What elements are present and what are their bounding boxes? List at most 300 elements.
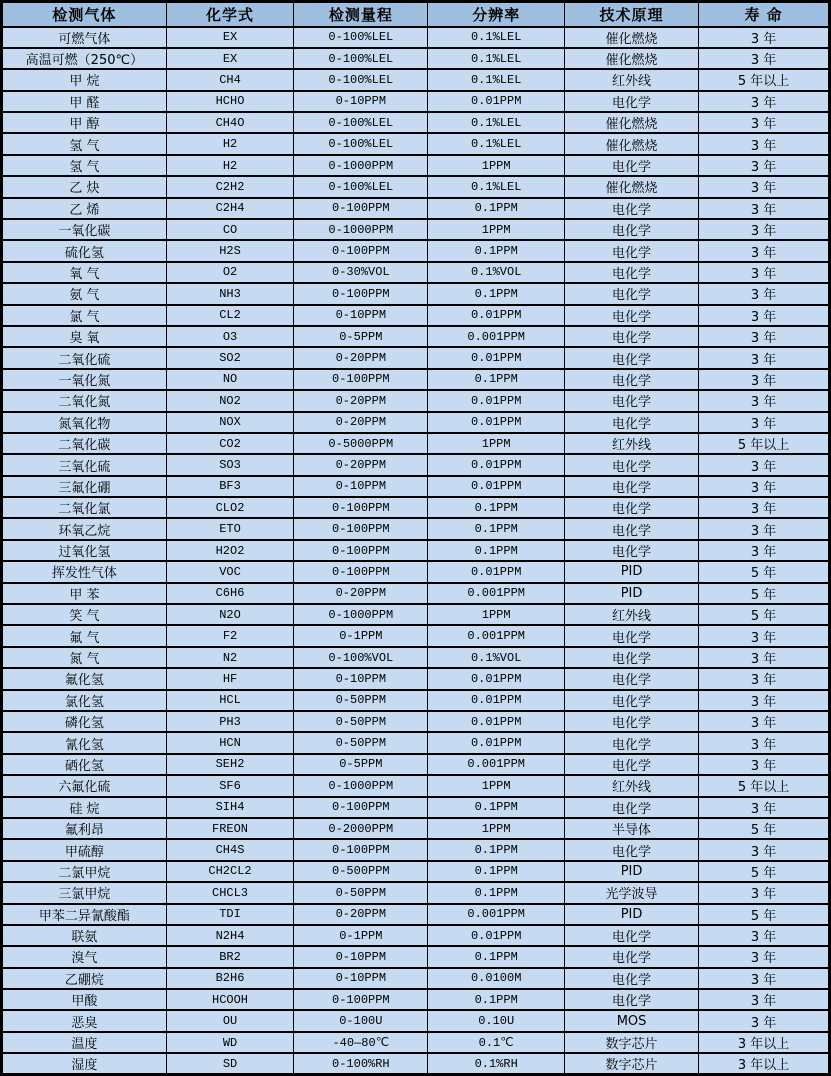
- range-cell: 0-20PPM: [294, 347, 428, 368]
- range-cell: 0-30%VOL: [294, 262, 428, 283]
- principle-cell: 电化学: [565, 91, 699, 112]
- formula-cell: CO: [166, 219, 294, 240]
- table-row: [2, 48, 830, 69]
- gas-cell: 氮氧化物: [2, 412, 167, 433]
- principle-cell: 电化学: [565, 369, 699, 390]
- resolution-cell: 0.1PPM: [428, 861, 565, 882]
- lifespan-cell: 3 年: [699, 925, 830, 946]
- formula-cell: O2: [166, 262, 294, 283]
- range-cell: 0-100%LEL: [294, 176, 428, 197]
- table-row: [2, 925, 830, 946]
- resolution-cell: 0.1%LEL: [428, 69, 565, 90]
- formula-cell: SO3: [166, 454, 294, 475]
- formula-cell: CO2: [166, 433, 294, 454]
- range-cell: 0-100%VOL: [294, 647, 428, 668]
- table-row: [2, 583, 830, 604]
- range-cell: 0-50PPM: [294, 711, 428, 732]
- formula-cell: OU: [166, 1010, 294, 1031]
- lifespan-cell: 5 年以上: [699, 433, 830, 454]
- principle-cell: 催化燃烧: [565, 27, 699, 48]
- gas-cell: 甲 苯: [2, 583, 167, 604]
- formula-cell: NO: [166, 369, 294, 390]
- range-cell: 0-100PPM: [294, 369, 428, 390]
- resolution-cell: 0.001PPM: [428, 625, 565, 646]
- range-cell: 0-1000PPM: [294, 155, 428, 176]
- resolution-cell: 0.01PPM: [428, 668, 565, 689]
- table-row: [2, 283, 830, 304]
- gas-cell: 溴气: [2, 946, 167, 967]
- formula-cell: NO2: [166, 390, 294, 411]
- gas-cell: 可燃气体: [2, 27, 167, 48]
- gas-cell: 环氧乙烷: [2, 518, 167, 539]
- lifespan-cell: 5 年以上: [699, 69, 830, 90]
- resolution-cell: 0.001PPM: [428, 326, 565, 347]
- gas-cell: 硫化氢: [2, 240, 167, 261]
- lifespan-cell: 3 年: [699, 839, 830, 860]
- gas-cell: 笑 气: [2, 604, 167, 625]
- table-row: [2, 497, 830, 518]
- formula-cell: WD: [166, 1032, 294, 1053]
- lifespan-cell: 3 年: [699, 305, 830, 326]
- table-row: [2, 390, 830, 411]
- table-row: [2, 69, 830, 90]
- formula-cell: HCOOH: [166, 989, 294, 1010]
- range-cell: 0-100PPM: [294, 240, 428, 261]
- range-cell: 0-50PPM: [294, 732, 428, 753]
- gas-cell: 六氟化硫: [2, 775, 167, 796]
- resolution-cell: 0.1PPM: [428, 240, 565, 261]
- principle-cell: 电化学: [565, 690, 699, 711]
- table-row: [2, 133, 830, 154]
- principle-cell: 数字芯片: [565, 1053, 699, 1075]
- principle-cell: 红外线: [565, 604, 699, 625]
- lifespan-cell: 3 年: [699, 647, 830, 668]
- principle-cell: 电化学: [565, 390, 699, 411]
- gas-cell: 温度: [2, 1032, 167, 1053]
- resolution-cell: 0.001PPM: [428, 583, 565, 604]
- resolution-cell: 1PPM: [428, 219, 565, 240]
- table-row: [2, 433, 830, 454]
- resolution-cell: 0.01PPM: [428, 347, 565, 368]
- formula-cell: CH4S: [166, 839, 294, 860]
- principle-cell: 电化学: [565, 839, 699, 860]
- lifespan-cell: 3 年: [699, 283, 830, 304]
- range-cell: 0-50PPM: [294, 882, 428, 903]
- lifespan-cell: 3 年: [699, 946, 830, 967]
- formula-cell: B2H6: [166, 968, 294, 989]
- lifespan-cell: 3 年: [699, 155, 830, 176]
- range-cell: 0-100%LEL: [294, 112, 428, 133]
- lifespan-cell: 3 年: [699, 732, 830, 753]
- principle-cell: 电化学: [565, 497, 699, 518]
- formula-cell: FREON: [166, 818, 294, 839]
- lifespan-cell: 5 年: [699, 583, 830, 604]
- principle-cell: 电化学: [565, 989, 699, 1010]
- formula-cell: NOX: [166, 412, 294, 433]
- table-row: [2, 818, 830, 839]
- resolution-cell: 0.1PPM: [428, 497, 565, 518]
- resolution-cell: 0.1%RH: [428, 1053, 565, 1075]
- range-cell: 0-100%LEL: [294, 48, 428, 69]
- resolution-cell: 0.01PPM: [428, 305, 565, 326]
- range-cell: 0-100PPM: [294, 283, 428, 304]
- gas-cell: 乙硼烷: [2, 968, 167, 989]
- resolution-cell: 0.01PPM: [428, 925, 565, 946]
- lifespan-cell: 3 年: [699, 27, 830, 48]
- range-cell: 0-10PPM: [294, 476, 428, 497]
- range-cell: 0-10PPM: [294, 946, 428, 967]
- gas-cell: 臭 氧: [2, 326, 167, 347]
- formula-cell: SD: [166, 1053, 294, 1075]
- resolution-cell: 0.01PPM: [428, 711, 565, 732]
- principle-cell: 电化学: [565, 925, 699, 946]
- formula-cell: SO2: [166, 347, 294, 368]
- gas-cell: 三氧化硫: [2, 454, 167, 475]
- principle-cell: 电化学: [565, 326, 699, 347]
- table-row: [2, 732, 830, 753]
- resolution-cell: 0.01PPM: [428, 732, 565, 753]
- range-cell: 0-100PPM: [294, 198, 428, 219]
- principle-cell: 催化燃烧: [565, 133, 699, 154]
- formula-cell: SIH4: [166, 797, 294, 818]
- table-row: [2, 518, 830, 539]
- lifespan-cell: 3 年: [699, 540, 830, 561]
- formula-cell: O3: [166, 326, 294, 347]
- gas-cell: 甲硫醇: [2, 839, 167, 860]
- formula-cell: HCHO: [166, 91, 294, 112]
- lifespan-cell: 3 年以上: [699, 1032, 830, 1053]
- principle-cell: MOS: [565, 1010, 699, 1031]
- range-cell: 0-100U: [294, 1010, 428, 1031]
- range-cell: 0-1000PPM: [294, 219, 428, 240]
- principle-cell: 光学波导: [565, 882, 699, 903]
- range-cell: 0-100PPM: [294, 797, 428, 818]
- lifespan-cell: 3 年: [699, 112, 830, 133]
- range-cell: 0-10PPM: [294, 968, 428, 989]
- principle-cell: 半导体: [565, 818, 699, 839]
- range-cell: 0-100%LEL: [294, 69, 428, 90]
- formula-cell: H2S: [166, 240, 294, 261]
- table-row: [2, 176, 830, 197]
- table-row: [2, 668, 830, 689]
- lifespan-cell: 5 年: [699, 561, 830, 582]
- formula-cell: C2H4: [166, 198, 294, 219]
- gas-cell: 一氧化氮: [2, 369, 167, 390]
- gas-cell: 乙 烯: [2, 198, 167, 219]
- gas-cell: 二氧化碳: [2, 433, 167, 454]
- resolution-cell: 0.001PPM: [428, 904, 565, 925]
- lifespan-cell: 3 年: [699, 454, 830, 475]
- resolution-cell: 0.1PPM: [428, 198, 565, 219]
- formula-cell: CH2CL2: [166, 861, 294, 882]
- gas-cell: 一氧化碳: [2, 219, 167, 240]
- table-row: [2, 262, 830, 283]
- resolution-cell: 0.1PPM: [428, 518, 565, 539]
- gas-cell: 二氧化氯: [2, 497, 167, 518]
- range-cell: 0-100PPM: [294, 540, 428, 561]
- range-cell: 0-20PPM: [294, 583, 428, 604]
- principle-cell: 数字芯片: [565, 1032, 699, 1053]
- gas-cell: 甲 醇: [2, 112, 167, 133]
- table-row: [2, 326, 830, 347]
- table-row: [2, 198, 830, 219]
- principle-cell: 电化学: [565, 347, 699, 368]
- principle-cell: 红外线: [565, 433, 699, 454]
- table-row: [2, 604, 830, 625]
- lifespan-cell: 3 年: [699, 625, 830, 646]
- range-cell: 0-20PPM: [294, 454, 428, 475]
- principle-cell: 红外线: [565, 69, 699, 90]
- resolution-cell: 0.1PPM: [428, 540, 565, 561]
- table-row: [2, 305, 830, 326]
- formula-cell: N2H4: [166, 925, 294, 946]
- principle-cell: 电化学: [565, 946, 699, 967]
- formula-cell: BF3: [166, 476, 294, 497]
- resolution-cell: 0.001PPM: [428, 754, 565, 775]
- range-cell: 0-5PPM: [294, 326, 428, 347]
- gas-cell: 氨 气: [2, 283, 167, 304]
- gas-cell: 甲酸: [2, 989, 167, 1010]
- gas-cell: 三氟化硼: [2, 476, 167, 497]
- table-row: [2, 369, 830, 390]
- table-row: [2, 155, 830, 176]
- resolution-cell: 0.1PPM: [428, 946, 565, 967]
- formula-cell: EX: [166, 48, 294, 69]
- gas-cell: 恶臭: [2, 1010, 167, 1031]
- principle-cell: 电化学: [565, 711, 699, 732]
- resolution-cell: 0.1PPM: [428, 882, 565, 903]
- lifespan-cell: 3 年: [699, 262, 830, 283]
- lifespan-cell: 3 年: [699, 1010, 830, 1031]
- range-cell: 0-50PPM: [294, 690, 428, 711]
- lifespan-cell: 3 年: [699, 347, 830, 368]
- resolution-cell: 1PPM: [428, 818, 565, 839]
- gas-cell: 氢 气: [2, 133, 167, 154]
- gas-cell: 氧 气: [2, 262, 167, 283]
- gas-cell: 二氧化硫: [2, 347, 167, 368]
- formula-cell: SEH2: [166, 754, 294, 775]
- lifespan-cell: 5 年: [699, 861, 830, 882]
- column-header-principle: 技术原理: [565, 2, 699, 27]
- table-row: [2, 219, 830, 240]
- range-cell: 0-2000PPM: [294, 818, 428, 839]
- gas-cell: 氟 气: [2, 625, 167, 646]
- table-row: [2, 1053, 830, 1075]
- formula-cell: NH3: [166, 283, 294, 304]
- range-cell: 0-100%LEL: [294, 27, 428, 48]
- table-row: [2, 625, 830, 646]
- principle-cell: 催化燃烧: [565, 176, 699, 197]
- table-row: [2, 476, 830, 497]
- formula-cell: N2O: [166, 604, 294, 625]
- gas-cell: 氰化氢: [2, 732, 167, 753]
- column-header-lifespan: 寿 命: [699, 2, 830, 27]
- principle-cell: 电化学: [565, 732, 699, 753]
- formula-cell: TDI: [166, 904, 294, 925]
- gas-cell: 氟利昂: [2, 818, 167, 839]
- range-cell: 0-5000PPM: [294, 433, 428, 454]
- lifespan-cell: 3 年: [699, 668, 830, 689]
- principle-cell: 电化学: [565, 262, 699, 283]
- resolution-cell: 0.1PPM: [428, 283, 565, 304]
- range-cell: 0-100%RH: [294, 1053, 428, 1075]
- table-row: [2, 27, 830, 48]
- lifespan-cell: 3 年: [699, 176, 830, 197]
- gas-cell: 过氧化氢: [2, 540, 167, 561]
- resolution-cell: 0.01PPM: [428, 476, 565, 497]
- resolution-cell: 0.1PPM: [428, 369, 565, 390]
- range-cell: 0-10PPM: [294, 91, 428, 112]
- resolution-cell: 0.01PPM: [428, 390, 565, 411]
- lifespan-cell: 3 年: [699, 240, 830, 261]
- range-cell: 0-100PPM: [294, 518, 428, 539]
- table-row: [2, 946, 830, 967]
- table-row: [2, 112, 830, 133]
- principle-cell: 电化学: [565, 968, 699, 989]
- formula-cell: CH4: [166, 69, 294, 90]
- column-header-formula: 化学式: [166, 2, 294, 27]
- gas-cell: 氯化氢: [2, 690, 167, 711]
- principle-cell: PID: [565, 583, 699, 604]
- lifespan-cell: 3 年: [699, 390, 830, 411]
- gas-cell: 三氯甲烷: [2, 882, 167, 903]
- principle-cell: 电化学: [565, 155, 699, 176]
- table-row: [2, 797, 830, 818]
- lifespan-cell: 3 年: [699, 882, 830, 903]
- lifespan-cell: 3 年: [699, 133, 830, 154]
- principle-cell: 电化学: [565, 625, 699, 646]
- gas-cell: 硒化氢: [2, 754, 167, 775]
- range-cell: 0-1000PPM: [294, 604, 428, 625]
- lifespan-cell: 3 年: [699, 369, 830, 390]
- resolution-cell: 0.1PPM: [428, 797, 565, 818]
- lifespan-cell: 3 年: [699, 797, 830, 818]
- gas-cell: 挥发性气体: [2, 561, 167, 582]
- table-row: [2, 240, 830, 261]
- column-header-range: 检测量程: [294, 2, 428, 27]
- principle-cell: 电化学: [565, 198, 699, 219]
- formula-cell: HCL: [166, 690, 294, 711]
- table-row: [2, 839, 830, 860]
- table-row: [2, 861, 830, 882]
- formula-cell: PH3: [166, 711, 294, 732]
- formula-cell: BR2: [166, 946, 294, 967]
- resolution-cell: 0.01PPM: [428, 561, 565, 582]
- formula-cell: C6H6: [166, 583, 294, 604]
- formula-cell: VOC: [166, 561, 294, 582]
- table-row: [2, 647, 830, 668]
- resolution-cell: 0.01PPM: [428, 454, 565, 475]
- range-cell: 0-100PPM: [294, 497, 428, 518]
- lifespan-cell: 3 年: [699, 326, 830, 347]
- column-header-resolution: 分辨率: [428, 2, 565, 27]
- formula-cell: SF6: [166, 775, 294, 796]
- resolution-cell: 0.1%VOL: [428, 647, 565, 668]
- principle-cell: PID: [565, 561, 699, 582]
- gas-cell: 磷化氢: [2, 711, 167, 732]
- table-row: [2, 775, 830, 796]
- gas-cell: 氟化氢: [2, 668, 167, 689]
- principle-cell: 电化学: [565, 754, 699, 775]
- formula-cell: CHCL3: [166, 882, 294, 903]
- range-cell: 0-100%LEL: [294, 133, 428, 154]
- formula-cell: F2: [166, 625, 294, 646]
- principle-cell: 电化学: [565, 240, 699, 261]
- table-row: [2, 904, 830, 925]
- formula-cell: H2: [166, 155, 294, 176]
- range-cell: 0-1000PPM: [294, 775, 428, 796]
- lifespan-cell: 3 年: [699, 198, 830, 219]
- lifespan-cell: 3 年: [699, 690, 830, 711]
- resolution-cell: 0.1PPM: [428, 989, 565, 1010]
- lifespan-cell: 5 年: [699, 904, 830, 925]
- formula-cell: CLO2: [166, 497, 294, 518]
- gas-cell: 氮 气: [2, 647, 167, 668]
- table-row: [2, 1010, 830, 1031]
- lifespan-cell: 3 年: [699, 412, 830, 433]
- principle-cell: PID: [565, 904, 699, 925]
- column-header-gas: 检测气体: [2, 2, 167, 27]
- formula-cell: CH4O: [166, 112, 294, 133]
- gas-cell: 湿度: [2, 1053, 167, 1075]
- principle-cell: 红外线: [565, 775, 699, 796]
- principle-cell: 电化学: [565, 454, 699, 475]
- resolution-cell: 0.0100M: [428, 968, 565, 989]
- principle-cell: 电化学: [565, 668, 699, 689]
- range-cell: 0-100PPM: [294, 839, 428, 860]
- lifespan-cell: 3 年: [699, 219, 830, 240]
- lifespan-cell: 3 年: [699, 968, 830, 989]
- resolution-cell: 0.1%VOL: [428, 262, 565, 283]
- formula-cell: HF: [166, 668, 294, 689]
- formula-cell: HCN: [166, 732, 294, 753]
- range-cell: 0-5PPM: [294, 754, 428, 775]
- gas-cell: 甲苯二异氰酸酯: [2, 904, 167, 925]
- table-row: [2, 540, 830, 561]
- principle-cell: 电化学: [565, 305, 699, 326]
- gas-cell: 二氯甲烷: [2, 861, 167, 882]
- formula-cell: H2: [166, 133, 294, 154]
- range-cell: 0-1PPM: [294, 625, 428, 646]
- lifespan-cell: 5 年以上: [699, 775, 830, 796]
- resolution-cell: 1PPM: [428, 775, 565, 796]
- table-row: [2, 347, 830, 368]
- principle-cell: 电化学: [565, 476, 699, 497]
- resolution-cell: 0.1PPM: [428, 839, 565, 860]
- table-row: [2, 754, 830, 775]
- lifespan-cell: 3 年: [699, 497, 830, 518]
- range-cell: 0-10PPM: [294, 305, 428, 326]
- lifespan-cell: 5 年: [699, 818, 830, 839]
- lifespan-cell: 3 年: [699, 518, 830, 539]
- range-cell: -40—80℃: [294, 1032, 428, 1053]
- resolution-cell: 0.01PPM: [428, 91, 565, 112]
- resolution-cell: 1PPM: [428, 433, 565, 454]
- table-row: [2, 561, 830, 582]
- lifespan-cell: 3 年: [699, 711, 830, 732]
- resolution-cell: 1PPM: [428, 604, 565, 625]
- formula-cell: H2O2: [166, 540, 294, 561]
- lifespan-cell: 3 年: [699, 48, 830, 69]
- principle-cell: 电化学: [565, 219, 699, 240]
- lifespan-cell: 3 年: [699, 91, 830, 112]
- table-row: [2, 690, 830, 711]
- principle-cell: 电化学: [565, 540, 699, 561]
- gas-cell: 甲 醛: [2, 91, 167, 112]
- range-cell: 0-10PPM: [294, 668, 428, 689]
- gas-cell: 硅 烷: [2, 797, 167, 818]
- range-cell: 0-1PPM: [294, 925, 428, 946]
